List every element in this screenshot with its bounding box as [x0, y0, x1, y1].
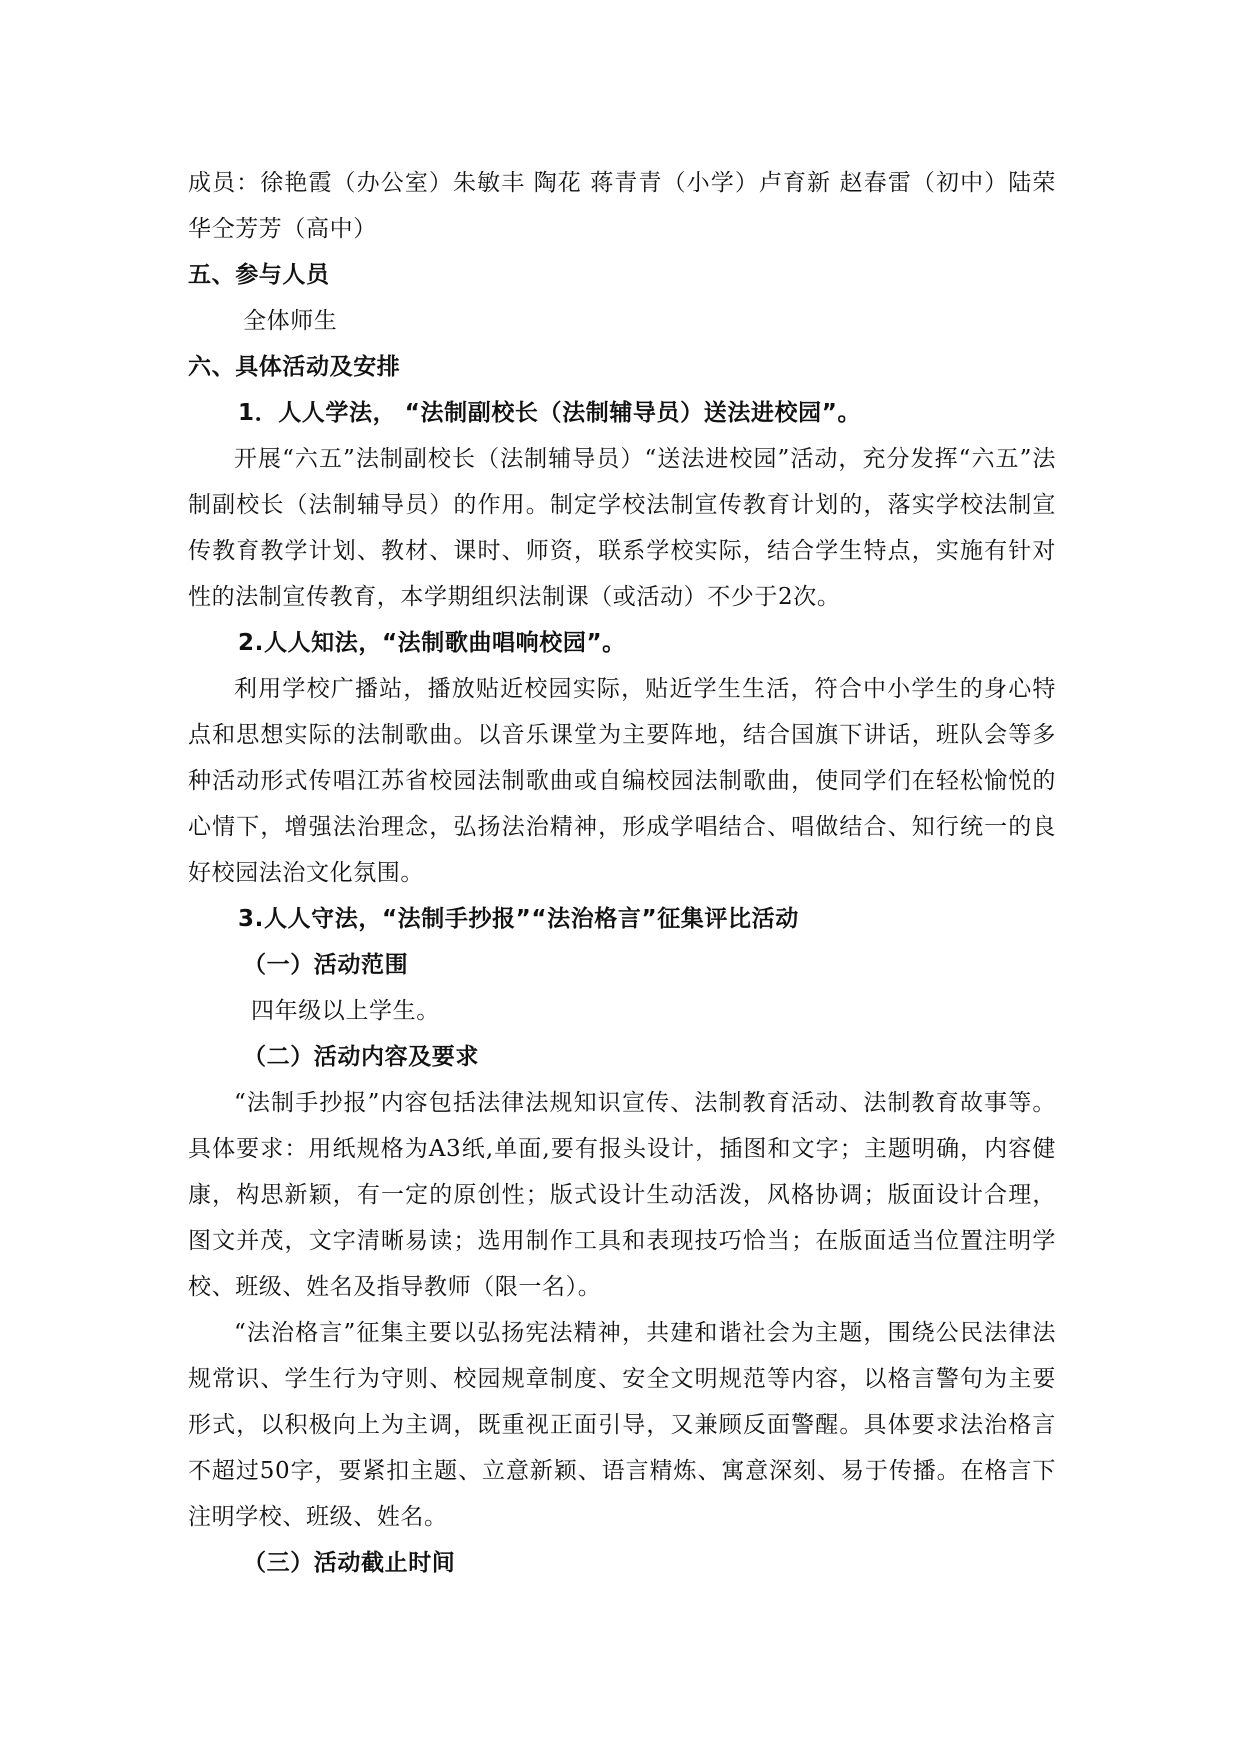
section5-heading: 五、参与人员	[188, 262, 330, 288]
sub2-body-motto: “法治格言”征集主要以弘扬宪法精神，共建和谐社会为主题，围绕公民法律法规常识、学生行为守则、校园规章制度、安全文明规范等内容，以格言警句为主要形式，以积极向上为主调，既重视正面引导，又兼顾反面警醒。具体要求法治格言不超过50字，要紧扣主题、立意新颖、语言精炼、寓意深刻、易于传播。在格言下注明学校、班级、姓名。	[188, 1320, 1056, 1530]
item3-heading: 3.人人守法，“法制手抄报”“法治格言”征集评比活动	[238, 906, 799, 932]
sub3-heading: （三）活动截止时间	[243, 1550, 456, 1576]
sub1-body: 四年级以上学生。	[251, 998, 440, 1024]
document-body	[188, 160, 1056, 1586]
members-paragraph: 成员：徐艳霞（办公室）朱敏丰 陶花 蒋青青（小学）卢育新 赵春雷（初中）陆荣华仝芳芳（高中）	[188, 170, 1056, 242]
section5-body: 全体师生	[243, 308, 338, 334]
sub2-body-handcopy: “法制手抄报”内容包括法律法规知识宣传、法制教育活动、法制教育故事等。具体要求：用纸规格为A3纸,单面,要有报头设计，插图和文字；主题明确，内容健康，构思新颖，有一定的原创性；版式设计生动活泼，风格协调；版面设计合理，图文并茂，文字清晰易读；选用制作工具和表现技巧恰当；在版面适当位置注明学校、班级、姓名及指导教师（限一名）。	[188, 1090, 1056, 1300]
section6-heading: 六、具体活动及安排	[188, 354, 401, 380]
sub2-heading: （二）活动内容及要求	[243, 1044, 479, 1070]
sub1-heading: （一）活动范围	[243, 952, 409, 978]
item1-heading: 1．人人学法， “法制副校长（法制辅导员）送法进校园”。	[238, 400, 862, 426]
item1-body: 开展“六五”法制副校长（法制辅导员）“送法进校园”活动，充分发挥“六五”法制副校长（法制辅导员）的作用。制定学校法制宣传教育计划的，落实学校法制宣传教育教学计划、教材、课时、师资，联系学校实际，结合学生特点，实施有针对性的法制宣传教育，本学期组织法制课（或活动）不少于2次。	[188, 446, 1056, 610]
item2-body: 利用学校广播站，播放贴近校园实际，贴近学生生活，符合中小学生的身心特点和思想实际的法制歌曲。以音乐课堂为主要阵地，结合国旗下讲话，班队会等多种活动形式传唱江苏省校园法制歌曲或自编校园法制歌曲，使同学们在轻松愉悦的心情下，增强法治理念，弘扬法治精神，形成学唱结合、唱做结合、知行统一的良好校园法治文化氛围。	[188, 676, 1056, 886]
item2-heading: 2.人人知法，“法制歌曲唱响校园”。	[238, 630, 626, 656]
